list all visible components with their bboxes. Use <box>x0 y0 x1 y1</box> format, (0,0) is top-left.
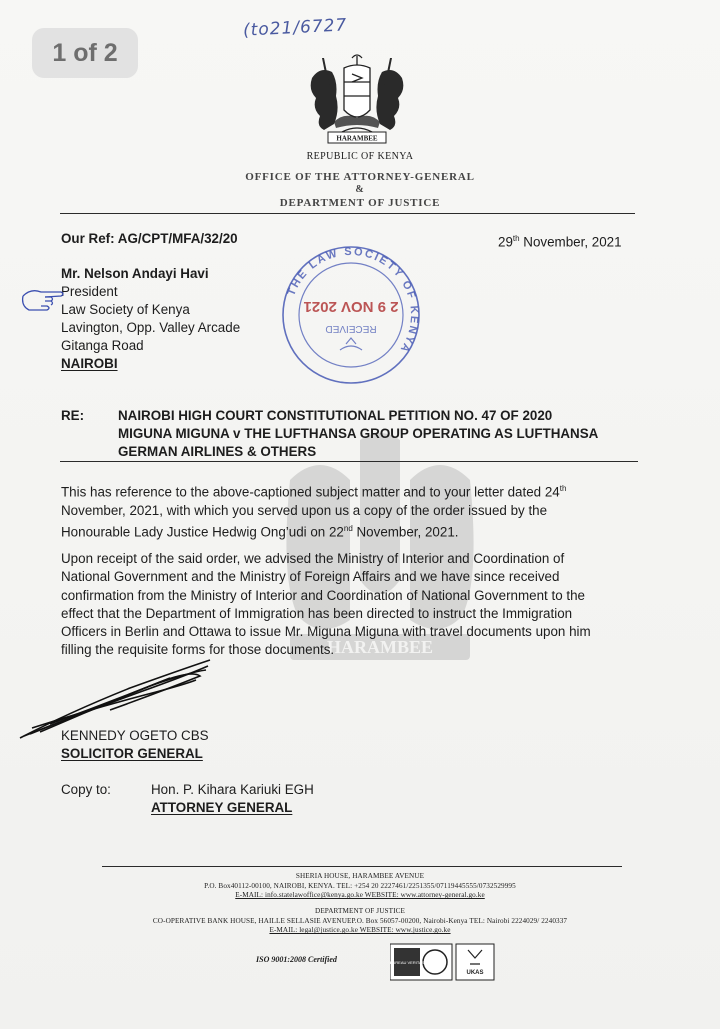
svg-text:2 9 NOV 2021: 2 9 NOV 2021 <box>303 298 399 315</box>
copy-to-label: Copy to: <box>61 782 111 797</box>
received-stamp <box>276 246 426 384</box>
signatory-title: SOLICITOR GENERAL <box>61 746 203 761</box>
subject-line-3: GERMAN AIRLINES & OTHERS <box>118 444 317 459</box>
subject-rule <box>60 461 638 462</box>
paragraph-1: This has reference to the above-captioned subject matter and to your letter dated 24th November, 2021, with which you served upon us a copy of the order issued by the Honourable Lady Justice Hedwig Ong’udi on 22nd November, 2021. <box>61 484 567 540</box>
footer-rule <box>102 866 622 867</box>
svg-text:RECEIVED: RECEIVED <box>325 323 377 334</box>
svg-text:UKAS: UKAS <box>466 970 484 976</box>
recipient-organization: Law Society of Kenya <box>61 302 190 317</box>
republic-of-kenya: REPUBLIC OF KENYA <box>306 151 414 162</box>
letter-date: 29th November, 2021 <box>498 234 622 250</box>
signatory-name: KENNEDY OGETO CBS <box>61 728 209 743</box>
svg-text:THE LAW SOCIETY OF KENYA: THE LAW SOCIETY OF KENYA <box>285 246 421 356</box>
reference-number: Our Ref: AG/CPT/MFA/32/20 <box>61 231 238 246</box>
copy-to-title: ATTORNEY GENERAL <box>151 800 293 815</box>
subject-line-1: NAIROBI HIGH COURT CONSTITUTIONAL PETITION NO. 47 OF 2020 <box>118 408 553 423</box>
office-title: OFFICE OF THE ATTORNEY-GENERAL <box>245 171 475 183</box>
footer-address-2: DEPARTMENT OF JUSTICE CO-OPERATIVE BANK HOUSE, HAILLE SELLASIE AVENUEP.O. Box 56057-00200, Nairobi-Kenya TEL: Nairobi 2224029/ 2240337 E-MAIL: legal@justice.go.ke WEBSITE: www.justice.go.ke <box>152 907 568 935</box>
subject-label: RE: <box>61 408 85 423</box>
copy-to-name: Hon. P. Kihara Kariuki EGH <box>151 782 314 797</box>
svg-text:HARAMBEE: HARAMBEE <box>336 134 378 143</box>
recipient-address-line2: Gitanga Road <box>61 338 144 353</box>
iso-certification: ISO 9001:2008 Certified <box>256 955 337 964</box>
certification-logos-icon <box>390 942 496 982</box>
hand-pointer-icon <box>21 284 67 318</box>
recipient-name: Mr. Nelson Andayi Havi <box>61 266 209 281</box>
kenya-coat-of-arms-icon <box>294 52 420 150</box>
paragraph-2: Upon receipt of the said order, we advised the Ministry of Interior and Coordination of National Government and the Ministry of Foreign Affairs and we have since received confirmation from the Ministry of Interior and Coordination of National Government to the effect that the Department of Immigration has been directed to instruct the Immigration Officers in Berlin and Ottawa to issue Mr. Miguna Miguna with travel documents upon him filling the requisite forms for those documents. <box>61 551 591 658</box>
page-indicator-badge: 1 of 2 <box>32 28 138 78</box>
recipient-city: NAIROBI <box>61 356 118 371</box>
handwritten-file-number: (to21/6727 <box>242 15 348 41</box>
footer-address-1: SHERIA HOUSE, HARAMBEE AVENUE P.O. Box40112-00100, NAIROBI, KENYA. TEL: +254 20 2227461/2251355/07119445555/0732529995 E-MAIL: info.statelawoffice@kenya.go.ke WEBSITE: www.attorney-general.go.ke <box>204 872 516 900</box>
recipient-address-line1: Lavington, Opp. Valley Arcade <box>61 320 241 335</box>
svg-text:HARAMBEE: HARAMBEE <box>326 637 434 657</box>
header-rule <box>60 213 635 214</box>
subject-line-2: MIGUNA MIGUNA v THE LUFTHANSA GROUP OPERATING AS LUFTHANSA <box>118 426 599 441</box>
svg-text:BUREAU VERITAS: BUREAU VERITAS <box>390 960 425 965</box>
department-title: DEPARTMENT OF JUSTICE <box>279 197 441 209</box>
recipient-title: President <box>61 284 118 299</box>
office-ampersand: & <box>355 184 365 195</box>
